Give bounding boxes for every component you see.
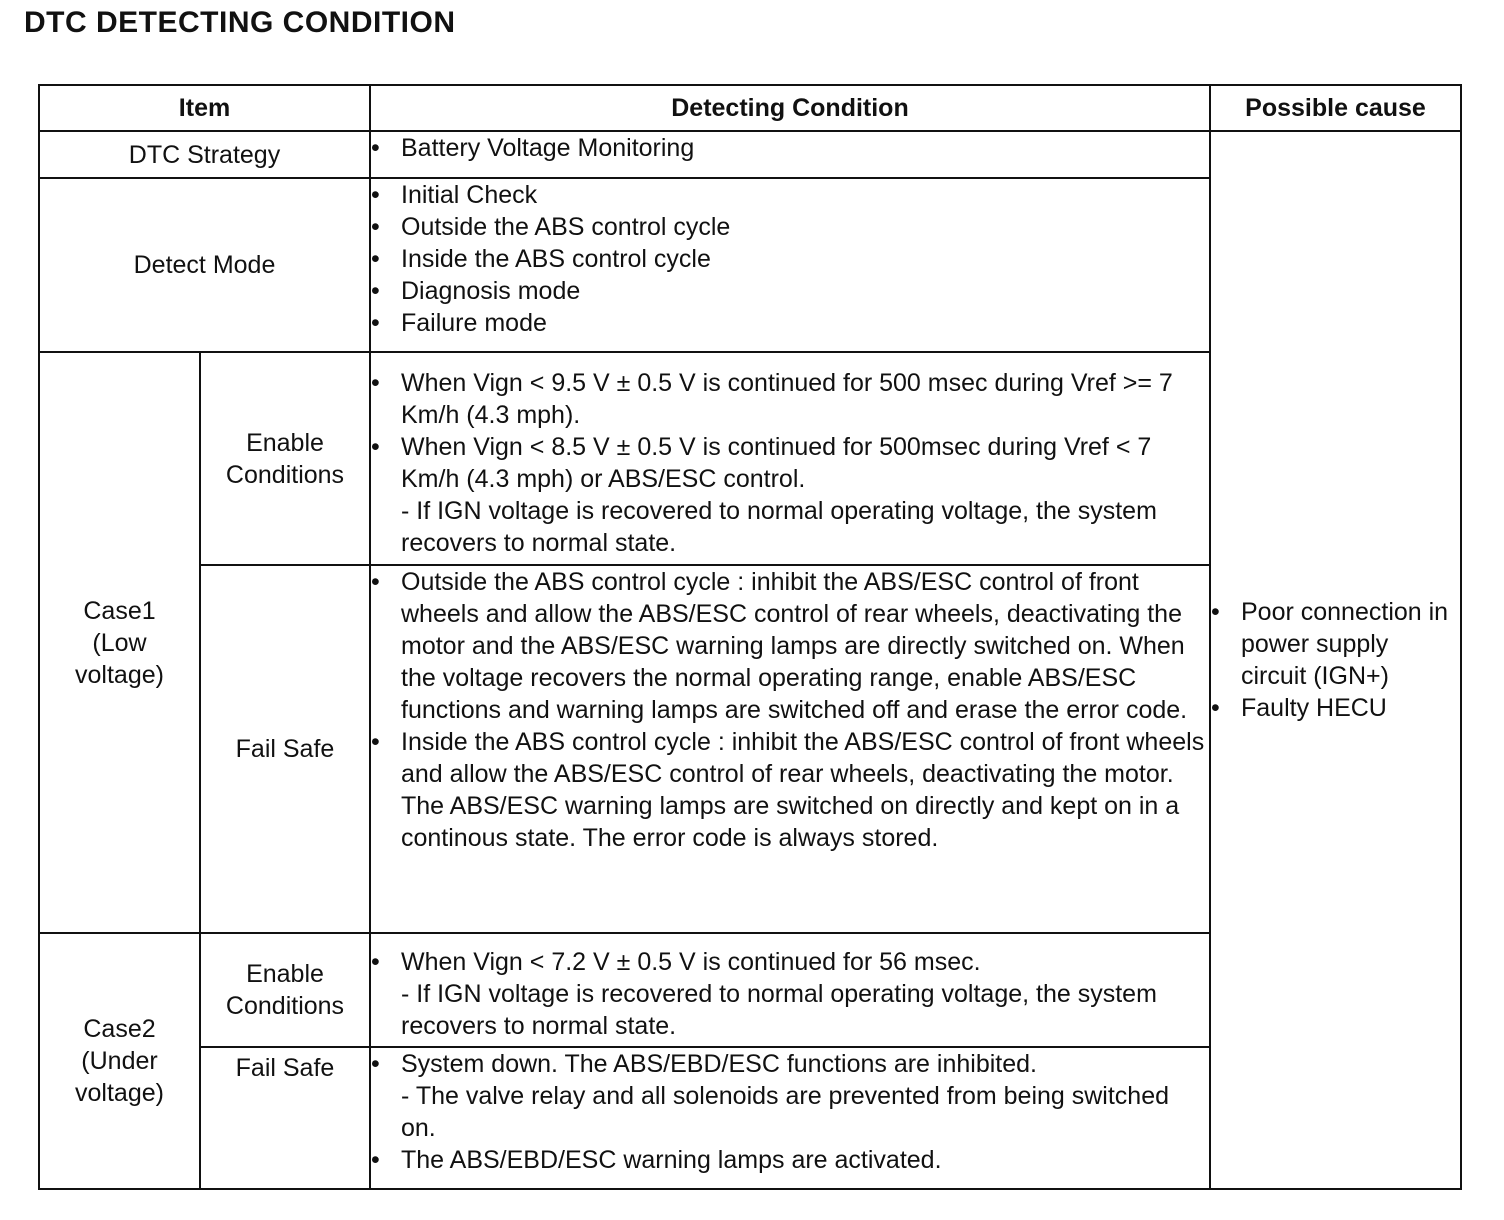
item-case1-fail-safe: Fail Safe	[200, 565, 370, 933]
item-dtc-strategy: DTC Strategy	[39, 131, 370, 178]
header-item: Item	[39, 85, 370, 131]
condition-detect-mode	[370, 178, 1210, 352]
list-item: • Battery Voltage Monitoring	[371, 132, 1209, 164]
possible-cause-cell	[1210, 131, 1461, 1189]
condition-case2-fail-safe	[370, 1047, 1210, 1189]
possible-cause-item: • Poor connection in power supply circuit (IGN+)	[1211, 596, 1460, 692]
item-case2: Case2 (Under voltage)	[39, 933, 200, 1189]
list-item: • When Vign < 9.5 V ± 0.5 V is continued for 500 msec during Vref >= 7 Km/h (4.3 mph).	[371, 367, 1209, 431]
condition-case1-enable	[370, 352, 1210, 565]
condition-case2-enable	[370, 933, 1210, 1047]
item-case1: Case1 (Low voltage)	[39, 352, 200, 933]
bullet-note: - The valve relay and all solenoids are prevented from being switched on.	[401, 1082, 1170, 1142]
dtc-table	[38, 84, 1462, 1190]
bullet-note: - If IGN voltage is recovered to normal operating voltage, the system recovers to normal state.	[401, 980, 1157, 1040]
list-item: • Outside the ABS control cycle	[371, 211, 1209, 243]
list-item	[371, 431, 1209, 559]
item-detect-mode: Detect Mode	[39, 178, 370, 352]
bullet-text: • System down. The ABS/EBD/ESC functions are inhibited.	[401, 1050, 1037, 1078]
list-item: • Diagnosis mode	[371, 275, 1209, 307]
page-title: DTC DETECTING CONDITION	[24, 6, 456, 39]
list-item: • Failure mode	[371, 307, 1209, 339]
list-item: • Inside the ABS control cycle : inhibit the ABS/ESC control of front wheels and allow the ABS/ESC control of rear wheels, deactivating the motor. The ABS/ESC warning lamps are switched on directly and kept on in a continous state. The error code is always stored.	[371, 726, 1209, 854]
condition-case1-fail-safe	[370, 565, 1210, 933]
item-case1-enable-conditions: Enable Conditions	[200, 352, 370, 565]
list-item: • Outside the ABS control cycle : inhibit the ABS/ESC control of front wheels and allow the ABS/ESC control of rear wheels, deactivating the motor and the ABS/ESC warning lamps are directly switched on. When the voltage recovers the normal operating range, enable ABS/ESC functions and warning lamps are switched off and erase the error code.	[371, 566, 1209, 726]
table-header-row	[39, 85, 1461, 131]
header-detecting-condition: Detecting Condition	[370, 85, 1210, 131]
table-row-dtc-strategy	[39, 131, 1461, 178]
list-item	[371, 1048, 1209, 1144]
list-item: • Inside the ABS control cycle	[371, 243, 1209, 275]
item-case2-enable-conditions: Enable Conditions	[200, 933, 370, 1047]
bullet-note: - If IGN voltage is recovered to normal operating voltage, the system recovers to normal state.	[401, 497, 1157, 557]
header-possible-cause: Possible cause	[1210, 85, 1461, 131]
list-item	[371, 946, 1209, 1042]
condition-dtc-strategy	[370, 131, 1210, 178]
possible-cause-item: • Faulty HECU	[1211, 692, 1460, 724]
bullet-text: • When Vign < 7.2 V ± 0.5 V is continued for 56 msec.	[401, 948, 981, 976]
bullet-text: • When Vign < 8.5 V ± 0.5 V is continued for 500msec during Vref < 7 Km/h (4.3 mph) or ABS/ESC control.	[401, 433, 1152, 493]
list-item: • The ABS/EBD/ESC warning lamps are activated.	[371, 1144, 1209, 1176]
item-case2-fail-safe: Fail Safe	[200, 1047, 370, 1189]
list-item: • Initial Check	[371, 179, 1209, 211]
